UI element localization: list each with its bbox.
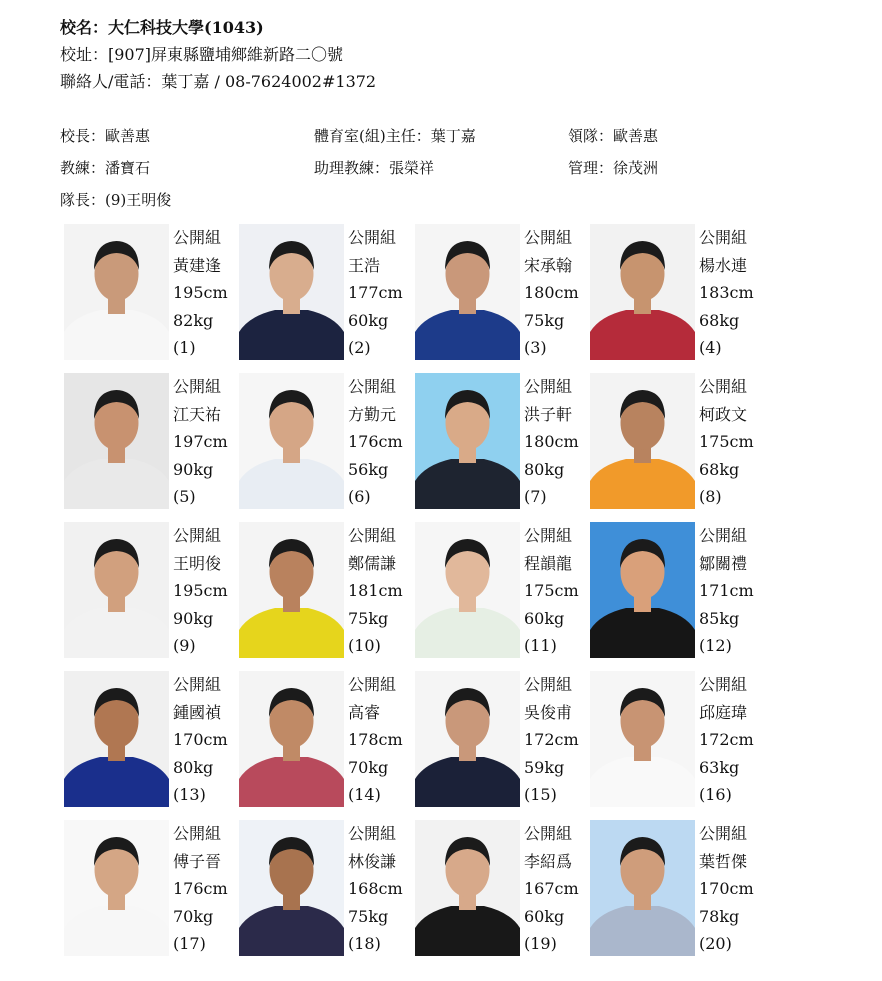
school-header xyxy=(60,14,376,95)
principal: 校長：歐善惠 xyxy=(60,127,151,145)
staff-section xyxy=(60,122,840,218)
player-name: 高睿 xyxy=(348,702,381,722)
school-address: 校址：[907]屏東縣鹽埔鄉維新路二〇號 xyxy=(60,45,344,64)
photo-shirt xyxy=(239,906,344,956)
player-number: (12) xyxy=(699,636,732,655)
player-name: 宋承翰 xyxy=(524,255,573,275)
player-group: 公開組 xyxy=(524,824,573,843)
player-weight: 60kg xyxy=(348,310,389,330)
photo-shirt xyxy=(64,459,169,509)
staff-row xyxy=(60,122,840,154)
photo-shirt xyxy=(590,906,695,956)
player-card xyxy=(415,820,590,960)
player-number: (15) xyxy=(524,785,557,804)
player-info xyxy=(173,522,243,660)
player-photo xyxy=(415,671,520,807)
player-info xyxy=(699,522,769,660)
photo-shirt xyxy=(64,310,169,360)
player-name: 葉哲傑 xyxy=(699,851,748,871)
player-weight: 60kg xyxy=(524,608,565,628)
player-number: (10) xyxy=(348,636,381,655)
player-weight: 80kg xyxy=(173,757,214,777)
player-group: 公開組 xyxy=(348,675,397,694)
assistant-coach: 助理教練：張榮祥 xyxy=(314,159,435,177)
player-card xyxy=(239,373,414,513)
player-weight: 80kg xyxy=(524,459,565,479)
player-photo xyxy=(64,373,169,509)
player-name: 鄭儒謙 xyxy=(348,553,397,573)
player-height: 175cm xyxy=(699,432,754,451)
player-photo xyxy=(239,373,344,509)
player-number: (6) xyxy=(348,487,371,506)
player-card xyxy=(239,522,414,662)
player-number: (4) xyxy=(699,338,722,357)
player-weight: 63kg xyxy=(699,757,740,777)
player-card xyxy=(239,224,414,364)
player-photo xyxy=(590,671,695,807)
player-height: 195cm xyxy=(173,283,228,302)
player-height: 176cm xyxy=(173,879,228,898)
player-weight: 70kg xyxy=(173,906,214,926)
player-info xyxy=(699,671,769,809)
photo-shirt xyxy=(590,310,695,360)
player-info xyxy=(173,224,243,362)
player-height: 180cm xyxy=(524,283,579,302)
player-number: (1) xyxy=(173,338,196,357)
player-card xyxy=(590,373,765,513)
player-photo xyxy=(64,522,169,658)
pe-director: 體育室(組)主任：葉丁嘉 xyxy=(314,127,476,145)
photo-shirt xyxy=(239,757,344,807)
player-photo xyxy=(239,522,344,658)
player-photo xyxy=(415,373,520,509)
player-info xyxy=(699,820,769,958)
player-weight: 85kg xyxy=(699,608,740,628)
player-name: 林俊謙 xyxy=(348,851,397,871)
photo-shirt xyxy=(415,906,520,956)
player-info xyxy=(348,373,418,511)
player-group: 公開組 xyxy=(348,824,397,843)
coach: 教練：潘寶石 xyxy=(60,159,151,177)
staff-row xyxy=(60,154,840,186)
player-name: 洪子軒 xyxy=(524,404,573,424)
school-name: 校名：大仁科技大學(1043) xyxy=(60,18,264,37)
player-height: 172cm xyxy=(524,730,579,749)
player-number: (19) xyxy=(524,934,557,953)
player-group: 公開組 xyxy=(173,228,222,247)
player-info xyxy=(173,671,243,809)
player-height: 168cm xyxy=(348,879,403,898)
player-name: 程韻龍 xyxy=(524,553,573,573)
player-info xyxy=(348,522,418,660)
player-name: 李紹爲 xyxy=(524,851,573,871)
player-card xyxy=(64,671,239,811)
player-height: 167cm xyxy=(524,879,579,898)
player-info xyxy=(348,224,418,362)
player-weight: 70kg xyxy=(348,757,389,777)
player-weight: 90kg xyxy=(173,459,214,479)
player-number: (7) xyxy=(524,487,547,506)
photo-shirt xyxy=(64,608,169,658)
player-name: 楊水連 xyxy=(699,255,748,275)
team-leader: 領隊：歐善惠 xyxy=(568,127,659,145)
player-photo xyxy=(415,224,520,360)
player-height: 178cm xyxy=(348,730,403,749)
player-number: (18) xyxy=(348,934,381,953)
player-number: (20) xyxy=(699,934,732,953)
player-height: 170cm xyxy=(173,730,228,749)
player-height: 183cm xyxy=(699,283,754,302)
player-info xyxy=(524,671,594,809)
player-card xyxy=(239,671,414,811)
player-info xyxy=(699,373,769,511)
player-group: 公開組 xyxy=(524,228,573,247)
player-number: (13) xyxy=(173,785,206,804)
player-number: (2) xyxy=(348,338,371,357)
player-group: 公開組 xyxy=(348,526,397,545)
player-group: 公開組 xyxy=(173,526,222,545)
player-card xyxy=(64,224,239,364)
player-card xyxy=(64,522,239,662)
player-height: 176cm xyxy=(348,432,403,451)
player-group: 公開組 xyxy=(699,377,748,396)
player-weight: 90kg xyxy=(173,608,214,628)
player-group: 公開組 xyxy=(173,377,222,396)
player-number: (8) xyxy=(699,487,722,506)
player-card xyxy=(64,820,239,960)
player-height: 172cm xyxy=(699,730,754,749)
player-group: 公開組 xyxy=(524,526,573,545)
captain: 隊長：(9)王明俊 xyxy=(60,191,172,209)
player-height: 197cm xyxy=(173,432,228,451)
player-card xyxy=(590,820,765,960)
player-name: 吳俊甫 xyxy=(524,702,573,722)
player-weight: 56kg xyxy=(348,459,389,479)
player-number: (17) xyxy=(173,934,206,953)
player-card xyxy=(64,373,239,513)
player-weight: 75kg xyxy=(348,906,389,926)
player-height: 177cm xyxy=(348,283,403,302)
player-name: 鍾國禎 xyxy=(173,702,222,722)
player-card xyxy=(415,671,590,811)
player-name: 黃建逢 xyxy=(173,255,222,275)
player-info xyxy=(348,820,418,958)
player-height: 175cm xyxy=(524,581,579,600)
player-height: 181cm xyxy=(348,581,403,600)
player-height: 195cm xyxy=(173,581,228,600)
player-weight: 75kg xyxy=(524,310,565,330)
player-info xyxy=(173,820,243,958)
player-info xyxy=(524,224,594,362)
player-photo xyxy=(239,224,344,360)
photo-shirt xyxy=(239,459,344,509)
photo-shirt xyxy=(64,906,169,956)
player-name: 邱庭瑋 xyxy=(699,702,748,722)
player-group: 公開組 xyxy=(348,377,397,396)
player-name: 傅子晉 xyxy=(173,851,222,871)
player-info xyxy=(173,373,243,511)
player-photo xyxy=(415,522,520,658)
player-photo xyxy=(590,224,695,360)
player-height: 180cm xyxy=(524,432,579,451)
player-card xyxy=(590,224,765,364)
player-number: (5) xyxy=(173,487,196,506)
player-card xyxy=(415,224,590,364)
photo-shirt xyxy=(415,757,520,807)
player-name: 方勤元 xyxy=(348,404,397,424)
photo-shirt xyxy=(239,608,344,658)
photo-shirt xyxy=(590,608,695,658)
player-card xyxy=(415,522,590,662)
player-info xyxy=(699,224,769,362)
player-weight: 82kg xyxy=(173,310,214,330)
player-group: 公開組 xyxy=(348,228,397,247)
player-photo xyxy=(239,820,344,956)
player-name: 柯政文 xyxy=(699,404,748,424)
player-info xyxy=(524,820,594,958)
player-card xyxy=(590,671,765,811)
player-number: (11) xyxy=(524,636,557,655)
player-card xyxy=(415,373,590,513)
player-group: 公開組 xyxy=(524,377,573,396)
photo-shirt xyxy=(239,310,344,360)
player-group: 公開組 xyxy=(699,675,748,694)
player-photo xyxy=(590,522,695,658)
school-contact: 聯絡人/電話：葉丁嘉 / 08-7624002#1372 xyxy=(60,72,377,91)
player-group: 公開組 xyxy=(699,526,748,545)
player-name: 王浩 xyxy=(348,255,381,275)
player-height: 170cm xyxy=(699,879,754,898)
player-name: 王明俊 xyxy=(173,553,222,573)
player-group: 公開組 xyxy=(173,824,222,843)
player-photo xyxy=(590,373,695,509)
player-weight: 59kg xyxy=(524,757,565,777)
player-name: 江天祐 xyxy=(173,404,222,424)
photo-shirt xyxy=(590,757,695,807)
player-number: (3) xyxy=(524,338,547,357)
player-card xyxy=(590,522,765,662)
manager: 管理：徐茂洲 xyxy=(568,159,659,177)
player-photo xyxy=(239,671,344,807)
player-weight: 60kg xyxy=(524,906,565,926)
player-info xyxy=(524,373,594,511)
player-photo xyxy=(415,820,520,956)
player-number: (16) xyxy=(699,785,732,804)
player-photo xyxy=(64,820,169,956)
photo-shirt xyxy=(590,459,695,509)
player-height: 171cm xyxy=(699,581,754,600)
staff-row xyxy=(60,186,840,218)
player-number: (9) xyxy=(173,636,196,655)
player-weight: 75kg xyxy=(348,608,389,628)
player-name: 鄒關禮 xyxy=(699,553,748,573)
player-info xyxy=(524,522,594,660)
photo-shirt xyxy=(415,459,520,509)
player-group: 公開組 xyxy=(524,675,573,694)
player-weight: 68kg xyxy=(699,310,740,330)
player-weight: 78kg xyxy=(699,906,740,926)
player-weight: 68kg xyxy=(699,459,740,479)
player-group: 公開組 xyxy=(173,675,222,694)
photo-shirt xyxy=(64,757,169,807)
player-photo xyxy=(590,820,695,956)
photo-shirt xyxy=(415,608,520,658)
player-info xyxy=(348,671,418,809)
player-photo xyxy=(64,224,169,360)
player-group: 公開組 xyxy=(699,824,748,843)
player-card xyxy=(239,820,414,960)
photo-shirt xyxy=(415,310,520,360)
player-group: 公開組 xyxy=(699,228,748,247)
player-photo xyxy=(64,671,169,807)
player-number: (14) xyxy=(348,785,381,804)
